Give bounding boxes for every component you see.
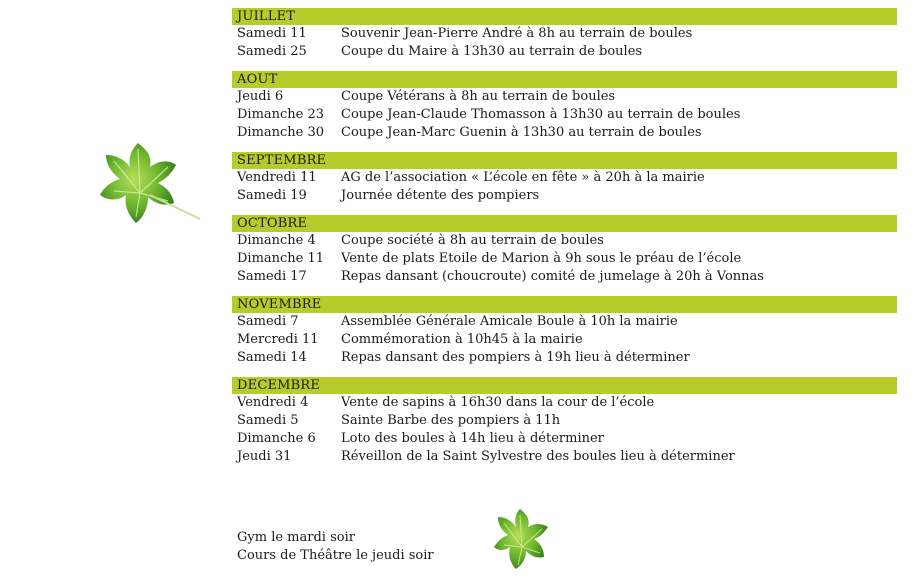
event-day: Samedi 25	[237, 44, 307, 59]
event-description: Réveillon de la Saint Sylvestre des boules lieu à déterminer	[341, 449, 735, 464]
month-header: OCTOBRE	[232, 215, 897, 232]
event-row	[232, 331, 897, 349]
event-description: Coupe Vétérans à 8h au terrain de boules	[341, 89, 616, 104]
event-description: Vente de sapins à 16h30 dans la cour de l’école	[341, 395, 655, 410]
month-section-juillet	[232, 8, 897, 61]
event-row	[232, 187, 897, 205]
month-section-aout	[232, 71, 897, 142]
event-list	[232, 394, 897, 466]
event-row	[232, 430, 897, 448]
event-day: Dimanche 30	[237, 125, 325, 140]
event-day: Samedi 11	[237, 26, 307, 41]
event-description: Coupe du Maire à 13h30 au terrain de boules	[341, 44, 643, 59]
event-day: Vendredi 4	[237, 395, 309, 410]
event-row	[232, 124, 897, 142]
event-description: Coupe société à 8h au terrain de boules	[341, 233, 604, 248]
event-day: Dimanche 11	[237, 251, 325, 266]
event-list	[232, 88, 897, 142]
event-description: Vente de plats Etoile de Marion à 9h sous le préau de l’école	[341, 251, 742, 266]
event-row	[232, 25, 897, 43]
leaf-icon	[490, 505, 562, 573]
month-section-octobre	[232, 215, 897, 286]
event-day: Dimanche 23	[237, 107, 325, 122]
theatre-note: Cours de Théâtre le jeudi soir	[237, 548, 434, 563]
event-description: Loto des boules à 14h lieu à déterminer	[341, 431, 604, 446]
month-section-septembre	[232, 152, 897, 205]
event-description: Sainte Barbe des pompiers à 11h	[341, 413, 561, 428]
event-day: Dimanche 4	[237, 233, 316, 248]
event-description: Journée détente des pompiers	[341, 188, 540, 203]
event-description: Souvenir Jean-Pierre André à 8h au terrain de boules	[341, 26, 693, 41]
event-list	[232, 313, 897, 367]
event-row	[232, 412, 897, 430]
month-header: DECEMBRE	[232, 377, 897, 394]
event-day: Vendredi 11	[237, 170, 317, 185]
leaf-icon	[92, 137, 204, 227]
event-row	[232, 88, 897, 106]
event-description: Commémoration à 10h45 à la mairie	[341, 332, 583, 347]
event-day: Samedi 7	[237, 314, 299, 329]
event-row	[232, 43, 897, 61]
event-row	[232, 106, 897, 124]
month-header: JUILLET	[232, 8, 897, 25]
event-description: Assemblée Générale Amicale Boule à 10h la mairie	[341, 314, 678, 329]
event-list	[232, 25, 897, 61]
month-section-decembre	[232, 377, 897, 466]
event-row	[232, 394, 897, 412]
event-row	[232, 268, 897, 286]
event-row	[232, 349, 897, 367]
event-list	[232, 169, 897, 205]
month-header: NOVEMBRE	[232, 296, 897, 313]
event-day: Dimanche 6	[237, 431, 316, 446]
event-row	[232, 250, 897, 268]
event-day: Samedi 19	[237, 188, 307, 203]
event-list	[232, 232, 897, 286]
month-section-novembre	[232, 296, 897, 367]
event-description: Coupe Jean-Marc Guenin à 13h30 au terrain de boules	[341, 125, 702, 140]
event-row	[232, 313, 897, 331]
event-day: Mercredi 11	[237, 332, 319, 347]
events-calendar	[232, 8, 897, 476]
event-description: AG de l’association « L’école en fête » à 20h à la mairie	[341, 170, 705, 185]
event-day: Jeudi 6	[237, 89, 284, 104]
event-day: Samedi 5	[237, 413, 299, 428]
event-day: Samedi 17	[237, 269, 307, 284]
event-description: Repas dansant (choucroute) comité de jumelage à 20h à Vonnas	[341, 269, 764, 284]
event-row	[232, 169, 897, 187]
event-description: Coupe Jean-Claude Thomasson à 13h30 au terrain de boules	[341, 107, 741, 122]
event-description: Repas dansant des pompiers à 19h lieu à déterminer	[341, 350, 690, 365]
month-header: AOUT	[232, 71, 897, 88]
event-row	[232, 232, 897, 250]
event-day: Jeudi 31	[237, 449, 292, 464]
gym-note: Gym le mardi soir	[237, 530, 355, 545]
event-row	[232, 448, 897, 466]
month-header: SEPTEMBRE	[232, 152, 897, 169]
footer-notes	[237, 529, 434, 565]
event-day: Samedi 14	[237, 350, 307, 365]
